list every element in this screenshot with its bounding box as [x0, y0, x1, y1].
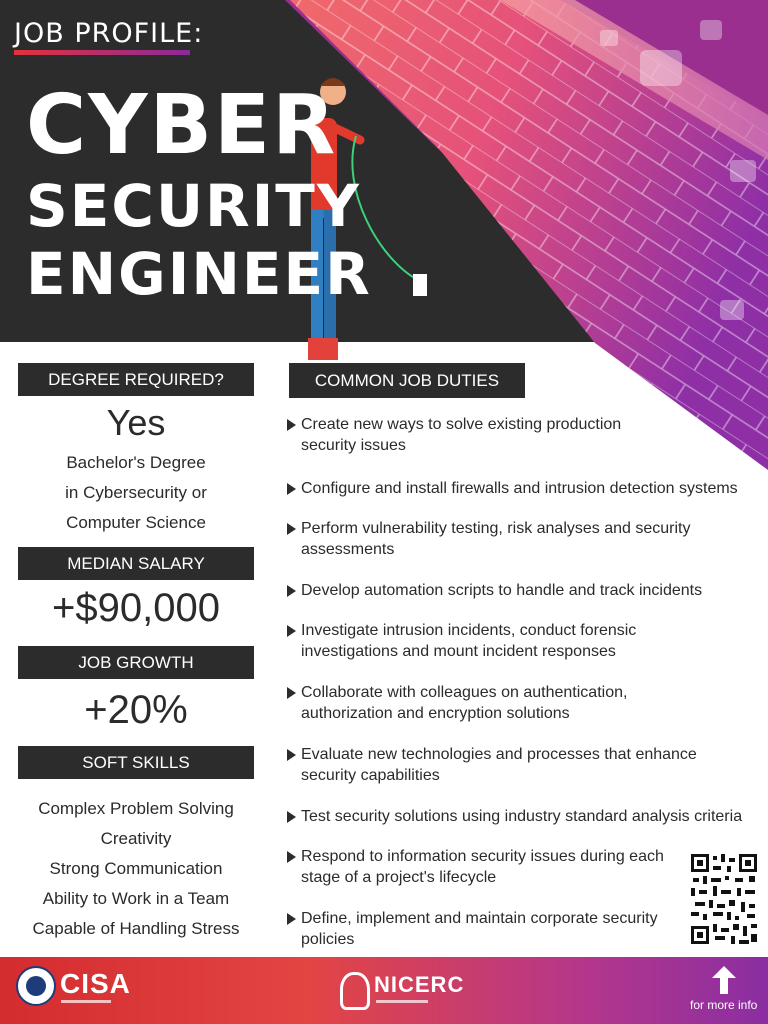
soft-skill-item: Capable of Handling Stress — [32, 919, 240, 938]
duties-label: COMMON JOB DUTIES — [289, 363, 525, 398]
degree-detail-line: Computer Science — [66, 513, 206, 532]
degree-detail — [18, 448, 254, 538]
bullet-triangle-icon — [287, 749, 296, 761]
soft-skill-item: Ability to Work in a Team — [42, 889, 230, 908]
nicerc-tagline-bar — [376, 1000, 428, 1003]
soft-skill-item: Creativity — [100, 829, 172, 848]
bullet-triangle-icon — [287, 851, 296, 863]
degree-detail-line: in Cybersecurity or — [65, 483, 207, 502]
title-line-3: ENGINEER — [26, 240, 372, 308]
cisa-logo[interactable]: CISA — [60, 968, 131, 999]
soft-skill-item: Complex Problem Solving — [38, 799, 234, 818]
duty-text: Test security solutions using industry standard analysis criteria — [301, 808, 743, 825]
degree-label: DEGREE REQUIRED? — [18, 363, 254, 396]
duty-item — [287, 518, 757, 560]
duty-text: Create new ways to solve existing production security issues — [301, 416, 622, 454]
qr-code-icon[interactable] — [689, 852, 759, 946]
title-line-2: SECURITY — [26, 172, 361, 240]
duty-text: Define, implement and maintain corporate security policies — [301, 910, 658, 948]
nicerc-head-icon — [340, 972, 370, 1010]
duty-text: Develop automation scripts to handle and track incidents — [301, 582, 703, 599]
duty-text: Respond to information security issues during each stage of a project's lifecycle — [301, 848, 664, 886]
bullet-triangle-icon — [287, 419, 296, 431]
job-profile-kicker: JOB PROFILE: — [14, 18, 204, 49]
duty-item — [287, 620, 757, 662]
growth-value: +20% — [84, 688, 188, 732]
kicker-underline — [14, 50, 190, 55]
duty-text: Evaluate new technologies and processes that enhance security capabilities — [301, 746, 697, 784]
duty-item — [287, 806, 757, 827]
dhs-seal-icon — [16, 966, 56, 1006]
bullet-triangle-icon — [287, 687, 296, 699]
degree-detail-line: Bachelor's Degree — [66, 453, 206, 472]
bullet-triangle-icon — [287, 483, 296, 495]
duty-text: Configure and install firewalls and intrusion detection systems — [301, 480, 738, 497]
duty-item — [287, 414, 757, 456]
degree-answer: Yes — [106, 402, 166, 443]
growth-label: JOB GROWTH — [18, 646, 254, 679]
duty-item — [287, 744, 757, 786]
duty-item — [287, 580, 757, 601]
more-info-link[interactable]: for more info — [690, 998, 758, 1012]
salary-value: +$90,000 — [52, 586, 220, 630]
arrow-up-icon[interactable] — [712, 966, 736, 994]
title-line-1: CYBER — [26, 78, 338, 173]
bullet-triangle-icon — [287, 585, 296, 597]
duty-text: Investigate intrusion incidents, conduct forensic investigations and mount incident responses — [301, 622, 637, 660]
nicerc-logo[interactable]: NICERC — [374, 972, 465, 997]
salary-label: MEDIAN SALARY — [18, 547, 254, 580]
bullet-triangle-icon — [287, 811, 296, 823]
soft-skill-item: Strong Communication — [49, 859, 223, 878]
duty-item — [287, 846, 757, 888]
bullet-triangle-icon — [287, 913, 296, 925]
soft-skills-label: SOFT SKILLS — [18, 746, 254, 779]
duty-text: Perform vulnerability testing, risk analyses and security assessments — [301, 520, 691, 558]
duty-text: Collaborate with colleagues on authentication, authorization and encryption solutions — [301, 684, 628, 722]
bullet-triangle-icon — [287, 625, 296, 637]
soft-skills-list — [18, 794, 254, 944]
duty-item — [287, 478, 757, 499]
duty-item — [287, 908, 757, 950]
duty-item — [287, 682, 757, 724]
cisa-tagline-bar — [61, 1000, 111, 1003]
bullet-triangle-icon — [287, 523, 296, 535]
